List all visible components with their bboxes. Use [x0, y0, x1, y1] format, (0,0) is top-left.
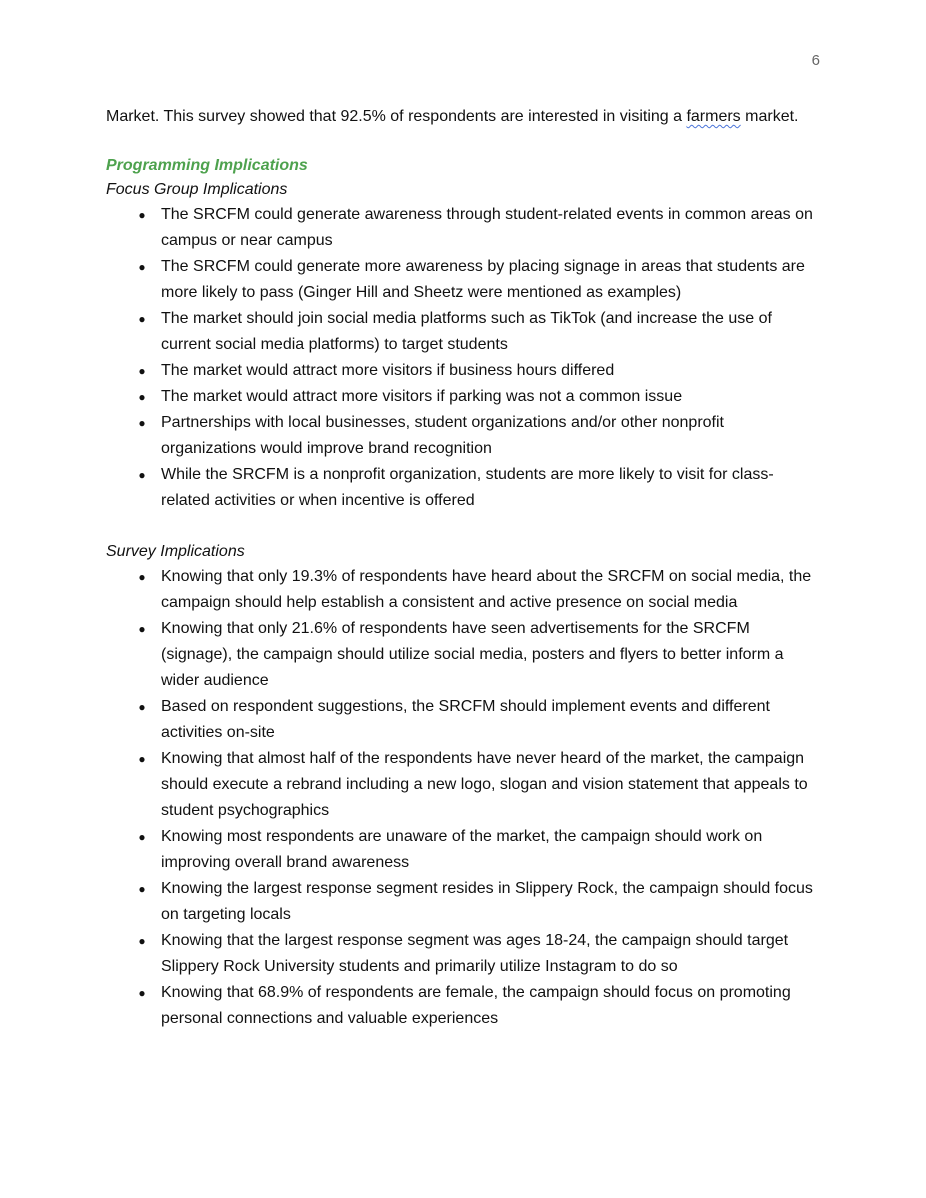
bullet-icon: ● [138, 830, 146, 844]
list-item [106, 928, 822, 980]
list-item [106, 694, 822, 746]
list-item [106, 410, 822, 462]
survey-title: Survey Implications [106, 543, 245, 560]
bullet-icon: ● [138, 570, 146, 584]
list-item [106, 980, 822, 1032]
spellcheck-flagged-word[interactable]: farmers [686, 108, 741, 125]
list-item-text: While the SRCFM is a nonprofit organization, students are more likely to visit for class-related activities or when incentive is offered [161, 466, 774, 509]
focus-group-list [106, 202, 822, 514]
list-item-text: Knowing the largest response segment resides in Slippery Rock, the campaign should focus on targeting locals [161, 880, 813, 923]
list-item [106, 746, 822, 824]
list-item-text: Knowing that almost half of the respondents have never heard of the market, the campaign should execute a rebrand including a new logo, slogan and vision statement that appeals to student psychographics [161, 750, 808, 819]
page-number: 6 [811, 52, 820, 69]
list-item-text: The market would attract more visitors if business hours differed [161, 362, 615, 379]
list-item-text: Knowing that 68.9% of respondents are female, the campaign should focus on promoting personal connections and valuable experiences [161, 984, 791, 1027]
bullet-icon: ● [138, 260, 146, 274]
list-item-text: Partnerships with local businesses, student organizations and/or other nonprofit organizations would improve brand recognition [161, 414, 724, 457]
list-item-text: Knowing that only 21.6% of respondents have seen advertisements for the SRCFM (signage), the campaign should utilize social media, posters and flyers to better inform a wider audience [161, 620, 784, 689]
list-item-text: Based on respondent suggestions, the SRCFM should implement events and different activities on-site [161, 698, 770, 741]
bullet-icon: ● [138, 468, 146, 482]
list-item-text: The market should join social media platforms such as TikTok (and increase the use of current social media platforms) to target students [161, 310, 772, 353]
bullet-icon: ● [138, 986, 146, 1000]
bullet-icon: ● [138, 208, 146, 222]
intro-text-after: market. [740, 108, 799, 125]
bullet-icon: ● [138, 364, 146, 378]
intro-paragraph [106, 104, 822, 130]
list-item-text: The SRCFM could generate awareness through student-related events in common areas on campus or near campus [161, 206, 813, 249]
bullet-icon: ● [138, 416, 146, 430]
list-item [106, 306, 822, 358]
survey-list [106, 564, 822, 1032]
list-item [106, 876, 822, 928]
list-item-text: Knowing most respondents are unaware of the market, the campaign should work on improving overall brand awareness [161, 828, 763, 871]
list-item [106, 824, 822, 876]
bullet-icon: ● [138, 622, 146, 636]
list-item-text: The market would attract more visitors if parking was not a common issue [161, 388, 683, 405]
focus-group-title: Focus Group Implications [106, 181, 288, 198]
bullet-icon: ● [138, 390, 146, 404]
list-item-text: Knowing that only 19.3% of respondents have heard about the SRCFM on social media, the campaign should help establish a consistent and active presence on social media [161, 568, 812, 611]
bullet-icon: ● [138, 882, 146, 896]
list-item [106, 564, 822, 616]
list-item [106, 202, 822, 254]
list-item-text: Knowing that the largest response segment was ages 18-24, the campaign should target Slippery Rock University students and primarily utilize Instagram to do so [161, 932, 789, 975]
list-item-text: The SRCFM could generate more awareness by placing signage in areas that students are more likely to pass (Ginger Hill and Sheetz were mentioned as examples) [161, 258, 805, 301]
list-item [106, 254, 822, 306]
intro-text-before: Market. This survey showed that 92.5% of respondents are interested in visiting a [106, 108, 687, 125]
list-item [106, 384, 822, 410]
list-item [106, 462, 822, 514]
list-item [106, 616, 822, 694]
bullet-icon: ● [138, 312, 146, 326]
bullet-icon: ● [138, 752, 146, 766]
document-body [106, 104, 822, 1032]
bullet-icon: ● [138, 700, 146, 714]
bullet-icon: ● [138, 934, 146, 948]
section-title: Programming Implications [106, 157, 308, 174]
list-item [106, 358, 822, 384]
